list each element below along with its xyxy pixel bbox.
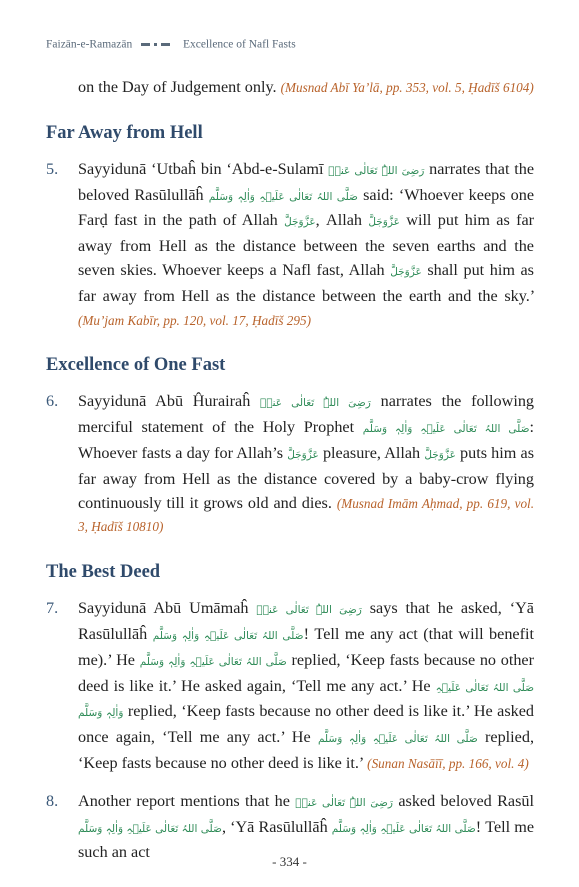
running-header [46,38,546,56]
reference: (Musnad Abī Ya’lā, pp. 353, vol. 5, Ḥadīš 6104) [280,80,534,95]
reference: (Musnad Imām Aḥmad, pp. 619, vol. 3, Ḥadīš 10810) [78,495,534,535]
item-number: 7. [46,599,59,618]
chapter-title: Excellence of Nafl Fasts [182,38,296,51]
arabic-honorific: صَلَّی اللہُ تَعَالٰی عَلَیۡہِ وَاٰلِہٖ وَسَلَّم [208,190,358,203]
arabic-honorific: صَلَّی اللہُ تَعَالٰی عَلَیۡہِ وَاٰلِہٖ وَسَلَّم [152,629,304,642]
item-text: Sayyidunā Abū Umāmaĥ رَضِیَ اللہُ تَعَالٰی عَنۡہ says that he asked, ‘Yā Rasūlullāĥ صَلَّی اللہُ تَعَالٰی عَلَیۡہِ وَاٰلِہٖ وَسَلَّم! Tell me any act (that will benefit me).’ He صَلَّی اللہُ تَعَالٰی عَلَیۡہِ وَاٰلِہٖ وَسَلَّم replied, ‘Keep fasts because no other deed is like it.’ He asked again, ‘Tell me any act.’ He صَلَّی اللہُ تَعَالٰی عَلَیۡہِ وَاٰلِہٖ وَسَلَّم replied, ‘Keep fasts because no other deed is like it.’ He asked once again, ‘Tell me any act.’ He صَلَّی اللہُ تَعَالٰی عَلَیۡہِ وَاٰلِہٖ وَسَلَّم replied, ‘Keep fasts because no other deed is like it.’ (Sunan Nasāīī, pp. 166, vol. 4) [78,599,535,772]
arabic-honorific: صَلَّی اللہُ تَعَالٰی عَلَیۡہِ وَاٰلِہٖ وَسَلَّم [331,822,476,835]
hadith-item [46,158,534,333]
item-number: 5. [46,159,59,178]
item-text: Sayyidunā Abū Ĥurairaĥ رَضِیَ اللہُ تَعَالٰی عَنۡہ narrates the following merciful statement of the Holy Prophet صَلَّی اللہُ تَعَالٰی عَلَیۡہِ وَاٰلِہٖ وَسَلَّم: Whoever fasts a day for Allah’s عَزَّوَجَلَّ pleasure, Allah عَزَّوَجَلَّ puts him as far away from Hell as the distance covered by a baby-crow flying continuously till it grows old and dies. (Musnad Imām Aḥmad, pp. 619, vol. 3, Ḥadīš 10810) [78,392,535,535]
arabic-honorific: رَضِیَ اللہُ تَعَالٰی عَنۡہ [328,164,425,177]
arabic-honorific: صَلَّی اللہُ تَعَالٰی عَلَیۡہِ وَاٰلِہٖ وَسَلَّم [317,733,478,746]
arabic-honorific: عَزَّوَجَلَّ [424,448,456,461]
arabic-honorific: عَزَّوَجَلَّ [390,265,422,278]
section-heading: The Best Deed [46,562,161,583]
item-text: Another report mentions that he رَضِیَ اللہُ تَعَالٰی عَنۡہ asked beloved Rasūl صَلَّی اللہُ تَعَالٰی عَلَیۡہِ وَاٰلِہٖ وَسَلَّم, ‘Yā Rasūlullāĥ صَلَّی اللہُ تَعَالٰی عَلَیۡہِ وَاٰلِہٖ وَسَلَّم! Tell me such an act [78,791,535,862]
arabic-honorific: عَزَّوَجَلَّ [368,216,400,229]
carried-paragraph: on the Day of Judgement only. (Musnad Abī Ya’lā, pp. 353, vol. 5, Ḥadīš 6104) [78,78,534,96]
arabic-honorific: رَضِیَ اللہُ تَعَالٰی عَنۡہ [260,397,371,410]
book-title: Faizān-e-Ramazān [46,38,133,51]
reference: (Mu’jam Kabīr, pp. 120, vol. 17, Ḥadīš 295) [78,312,311,328]
arabic-honorific: صَلَّی اللہُ تَعَالٰی عَلَیۡہِ وَاٰلِہٖ وَسَلَّم [78,822,222,835]
reference: (Sunan Nasāīī, pp. 166, vol. 4) [367,755,529,771]
arabic-honorific: رَضِیَ اللہُ تَعَالٰی عَنۡہ [295,796,393,809]
item-text: Sayyidunā ‘Utbaĥ bin ‘Abd-e-Sulamī رَضِیَ اللہُ تَعَالٰی عَنۡہ narrates that the beloved Rasūlullāĥ صَلَّی اللہُ تَعَالٰی عَلَیۡہِ وَاٰلِہٖ وَسَلَّم said: ‘Whoever keeps one Farḍ fast in the path of Allah عَزَّوَجَلَّ, Allah عَزَّوَجَلَّ will put him as far away from Hell as the distance between the seven earths and the seven skies. Whoever keeps a Nafl fast, Allah عَزَّوَجَلَّ shall put him as far away from Hell as the distance between the earth and the sky.’ (Mu’jam Kabīr, pp. 120, vol. 17, Ḥadīš 295) [78,159,535,328]
arabic-honorific: رَضِیَ اللہُ تَعَالٰی عَنۡہ [256,604,362,617]
hadith-item [46,597,534,776]
arabic-honorific: صَلَّی اللہُ تَعَالٰی عَلَیۡہِ وَاٰلِہٖ وَسَلَّم [139,655,287,668]
item-number: 6. [46,392,59,411]
arabic-honorific: صَلَّی اللہُ تَعَالٰی عَلَیۡہِ وَاٰلِہٖ وَسَلَّم [78,681,535,720]
item-number: 8. [46,791,59,810]
arabic-honorific: عَزَّوَجَلَّ [284,216,316,229]
section-heading: Excellence of One Fast [46,355,226,376]
header-separator [141,38,174,50]
arabic-honorific: صَلَّی اللہُ تَعَالٰی عَلَیۡہِ وَاٰلِہٖ وَسَلَّم [362,423,530,436]
hadith-item [46,390,534,539]
page-number: - 334 - [272,854,307,869]
arabic-honorific: عَزَّوَجَلَّ [287,448,319,461]
section-heading: Far Away from Hell [46,122,203,143]
page-body [46,76,534,865]
